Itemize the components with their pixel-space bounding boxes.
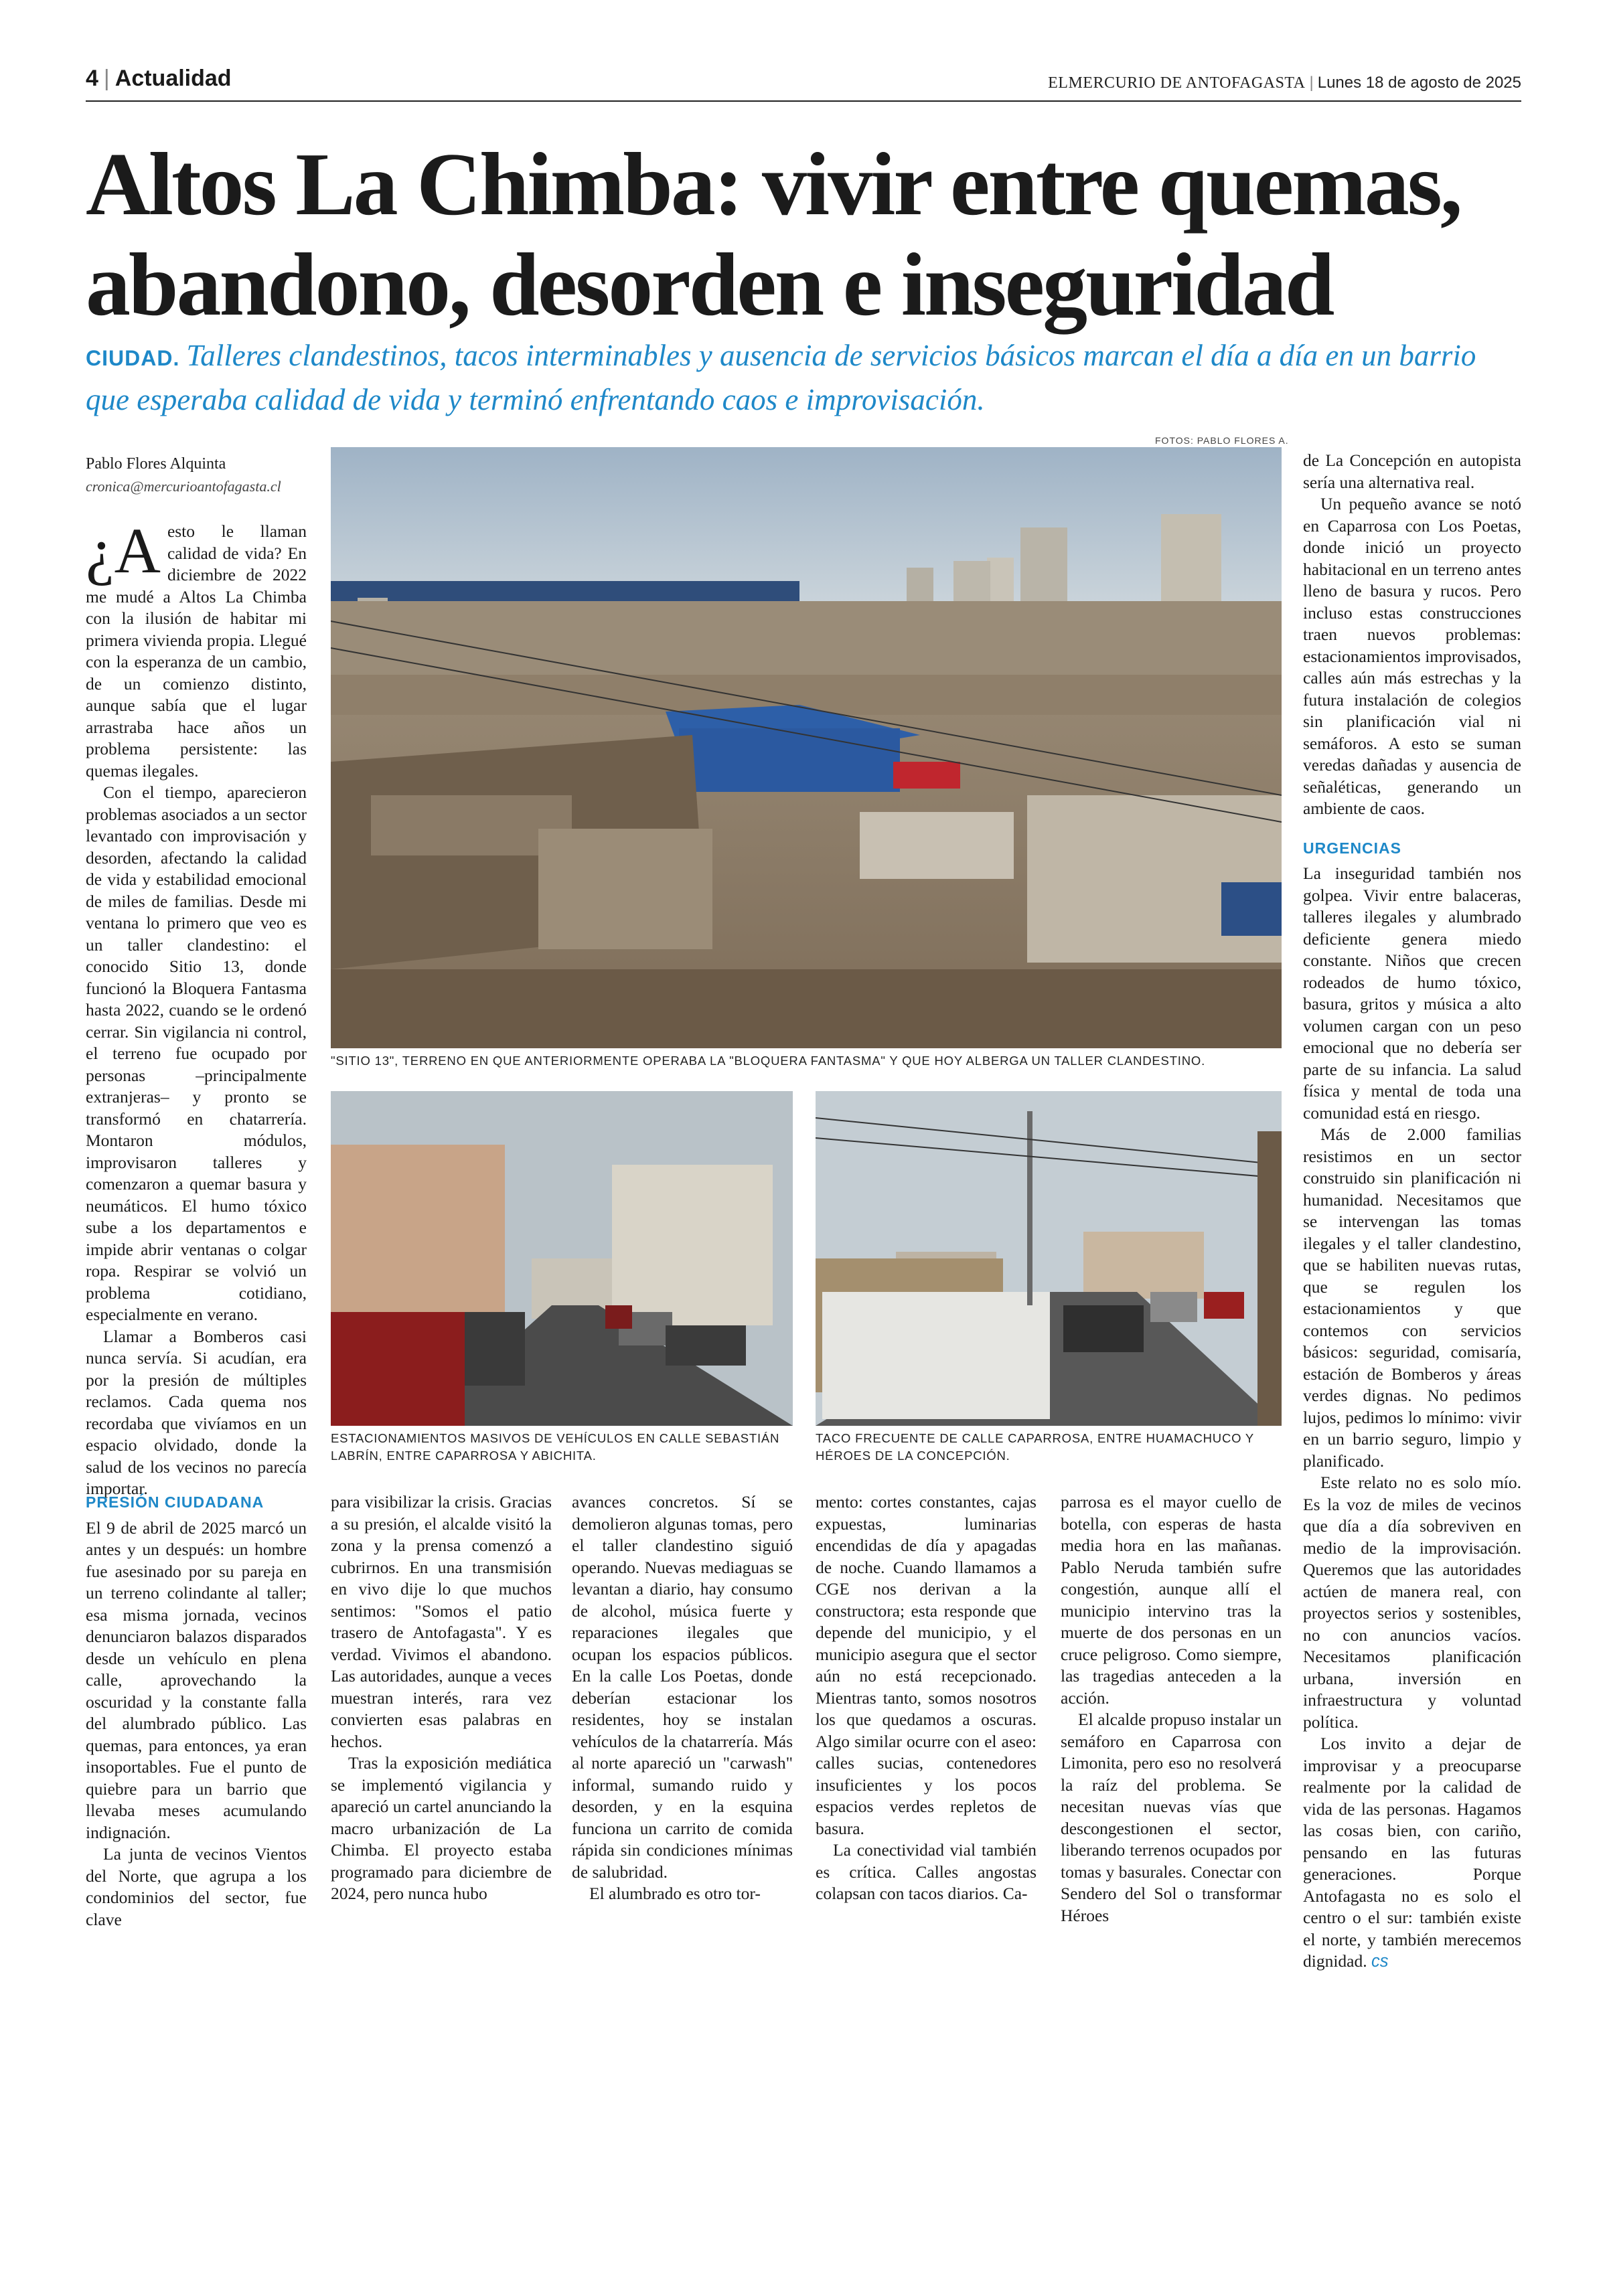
page-section-header	[86, 66, 232, 92]
subhead: PRESIÓN CIUDADANA	[86, 1493, 264, 1511]
left-photo	[331, 1091, 793, 1426]
article-paragraph: La junta de vecinos Vientos del Norte, que agrupa a los condominios del sector, fue clave	[86, 1844, 307, 1929]
article-paragraph: para visibilizar la crisis. Gracias a su presión, el alcalde visitó la zona y la prensa comenzó a cubrirnos. En una transmisión en vivo dije lo que muchos sentimos: "Somos el patio trasero de Antofagasta". Y es verdad. Vivimos el abandono. Las autoridades, aunque a veces muestran interés, rara vez convierten esas palabras en hechos.	[331, 1492, 552, 1751]
main-photo-caption: "SITIO 13", TERRENO EN QUE ANTERIORMENTE OPERABA LA "BLOQUERA FANTASMA" Y QUE HOY ALBERGA UN TALLER CLANDESTINO.	[331, 1054, 1206, 1068]
article-column-1	[86, 515, 307, 1500]
publication-info	[1048, 74, 1521, 92]
main-photo	[331, 447, 1282, 1048]
header-rule	[86, 100, 1521, 102]
article-paragraph: El alumbrado es otro tor-	[589, 1884, 761, 1903]
article-paragraph: Este relato no es solo mío. Es la voz de miles de vecinos que día a día sobreviven en medio de la improvisación. Queremos que las autoridades actúen de manera real, con proyectos serios y sostenibles, no con anuncios vacíos. Necesitamos planificación urbana, inversión en infraestructura y voluntad política.	[1303, 1473, 1521, 1732]
header-separator: |	[103, 66, 110, 91]
publication-date: Lunes 18 de agosto de 2025	[1317, 74, 1521, 92]
article-column-6	[1303, 450, 1521, 1973]
deck-tag: CIUDAD.	[86, 346, 180, 370]
article-paragraph: La inseguridad también nos golpea. Vivir entre balaceras, talleres ilegales y alumbrado deficiente genera miedo constante. Niños que crecen rodeados de humo tóxico, basura, gritos y música a alto volumen cargan con un peso emocional que no debería ser parte de su infancia. La salud física y mental de toda una comunidad está en riesgo.	[1303, 864, 1521, 1123]
paragraph-text: esto le llaman calidad de vida? En diciembre de 2022 me mudé a Altos La Chimba con la ilusión de habitar mi primera vivienda propia. Llegué con la esperanza de un cambio, de un comienzo distinto, aunque sabía que el lugar arrastraba hace años un problema persistente: las quemas ilegales.	[86, 521, 307, 781]
author-name: Pablo Flores Alquinta	[86, 455, 226, 473]
article-paragraph: Más de 2.000 familias resistimos en un sector construido sin planificación ni humanidad. Necesitamos que se intervengan las tomas ilegales y el taller clandestino, que se habiliten nuevas rutas, que se regulen los estacionamientos y que contemos con servicios básicos: seguridad, comisaría, estación de Bomberos y áreas verdes dignas. No pedimos lujos, pedimos lo mínimo: vivir en un barrio seguro, limpio y planificado.	[1303, 1125, 1521, 1471]
page-number: 4	[86, 66, 98, 91]
article-paragraph: Un pequeño avance se notó en Caparrosa con Los Poetas, donde inició un proyecto habitacional en un terreno antes lleno de basura y rucos. Pero incluso estas construcciones traen nuevos problemas: estacionamientos improvisados, calles aún más estrechas y la futura instalación de colegios sin planificación vial ni semáforos. A esto se suman veredas dañadas y ausencia de señaléticas, generando un ambiente de caos.	[1303, 494, 1521, 818]
headline-line-1: Altos La Chimba: vivir entre quemas,	[86, 135, 1461, 234]
article-column-2	[331, 1491, 552, 1905]
photo-credit: FOTOS: PABLO FLORES A.	[1155, 435, 1289, 446]
article-paragraph: Llamar a Bomberos casi nunca servía. Si acudían, era por la presión de múltiples reclamos. Cada quema nos recordaba que vivíamos en un espacio olvidado, donde la salud de los vecinos no parecía importar.	[86, 1326, 307, 1498]
left-photo-image	[331, 1091, 793, 1426]
right-photo-caption: TACO FRECUENTE DE CALLE CAPARROSA, ENTRE HUAMACHUCO Y HÉROES DE LA CONCEPCIÓN.	[816, 1431, 1254, 1463]
right-photo	[816, 1091, 1282, 1426]
author-email: cronica@mercurioantofagasta.cl	[86, 478, 281, 495]
article-paragraph: Con el tiempo, aparecieron problemas asociados a un sector levantado con improvisación y desorden, afectando la calidad de vida y estabilidad emocional de miles de familias. Desde mi ventana lo primero que veo es un taller clandestino: el conocido Sitio 13, donde funcionó la Bloquera Fantasma hasta 2022, cuando se le ordenó cerrar. Sin vigilancia ni control, el terreno fue ocupado por personas –principalmente extranjeras– y pronto se transformó en chatarrería. Montaron módulos, improvisaron talleres y comenzaron a quemar basura y neumáticos. El humo tóxico sube a los departamentos e impide abrir ventanas o colgar ropa. Respirar se volvió un problema cotidiano, especialmente en verano.	[86, 783, 307, 1324]
section-name: Actualidad	[114, 66, 232, 91]
left-photo-caption: ESTACIONAMIENTOS MASIVOS DE VEHÍCULOS EN CALLE SEBASTIÁN LABRÍN, ENTRE CAPARROSA Y ABICHITA.	[331, 1431, 780, 1463]
right-photo-image	[816, 1091, 1282, 1426]
byline	[86, 453, 307, 498]
main-photo-image	[331, 447, 1282, 1048]
article-paragraph: El alcalde propuso instalar un semáforo en Caparrosa con Limonita, pero eso no resolverá la raíz del problema. Se necesitan nuevas vías que descongestionen el sector, liberando terrenos ocupados por tomas y basurales. Conectar con Sendero del Sol o transformar Héroes	[1061, 1710, 1282, 1925]
article-paragraph: La conectividad vial también es crítica. Calles angostas colapsan con tacos diarios. Ca-	[816, 1840, 1037, 1903]
article-column-5	[1061, 1491, 1282, 1926]
headline-line-2: abandono, desorden e inseguridad	[86, 235, 1333, 334]
article-paragraph	[86, 515, 307, 782]
end-mark: cs	[1371, 1952, 1389, 1971]
header-separator: |	[1309, 74, 1314, 92]
deck	[86, 335, 1525, 420]
article-paragraph: El 9 de abril de 2025 marcó un antes y un después: un hombre fue asesinado por su pareja en un terreno colindante al taller; esa misma jornada, vecinos denunciaron balazos disparados desde un vehículo en plena calle, aprovechando la oscuridad y la constante falla del alumbrado público. Las quemas, para entonces, ya eran insoportables. Fue el punto de quiebre para un barrio que llevaba meses acumulando indignación.	[86, 1518, 307, 1842]
drop-cap: ¿A	[86, 515, 161, 586]
deck-text: Talleres clandestinos, tacos interminables y ausencia de servicios básicos marcan el día a día en un barrio que esperaba calidad de vida y terminó enfrentando caos e improvisación.	[86, 339, 1476, 416]
article-column-4	[816, 1491, 1037, 1905]
article-paragraph: avances concretos. Sí se demolieron algunas tomas, pero el taller clandestino siguió operando. Nuevas mediaguas se levantan a diario, hay consumo de alcohol, música fuerte y reparaciones ilegales que ocupan los espacios públicos. En la calle Los Poetas, donde deberían estacionar los residentes, hoy se instalan vehículos de la chatarrería. Más al norte apareció un "carwash" informal, sumando ruido y desorden, y en la esquina funciona un carrito de comida rápida sin condiciones mínimas de salubridad.	[572, 1492, 793, 1882]
article-paragraph: mento: cortes constantes, cajas expuestas, luminarias encendidas de día y apagadas de noche. Cuando llamamos a CGE nos derivan a la constructora; esta responde que depende del municipio, y el municipio asegura que el sector aún no está recepcionado. Mientras tanto, somos nosotros los que quedamos a oscuras. Algo similar ocurre con el aseo: calles sucias, contenedores insuficientes y los pocos espacios verdes repletos de basura.	[816, 1492, 1037, 1838]
article-paragraph: Tras la exposición mediática se implementó vigilancia y apareció un cartel anunciando la macro urbanización de La Chimba. El proyecto estaba programado para diciembre de 2024, pero nunca hubo	[331, 1753, 552, 1903]
subhead: URGENCIAS	[1303, 839, 1402, 857]
paragraph-text: Los invito a dejar de improvisar y a preocuparse realmente por la calidad de vida de las personas. Hagamos las cosas bien, con cariño, pensando en las futuras generaciones. Porque Antofagasta no es solo el centro o el sur: también existe el norte, y también merecemos dignidad.	[1303, 1734, 1521, 1971]
article-paragraph: de La Concepción en autopista sería una alternativa real.	[1303, 450, 1521, 492]
article-column-1-lower	[86, 1491, 307, 1931]
article-paragraph	[1303, 1733, 1521, 1973]
headline	[86, 134, 1525, 335]
article-column-3	[572, 1491, 793, 1905]
article-paragraph: parrosa es el mayor cuello de botella, con esperas de hasta media hora en las mañanas. Pablo Neruda también sufre congestión, aunque allí el municipio intervino tras la muerte de dos personas en un cruce peligroso. Como siempre, las tragedias anteceden a la acción.	[1061, 1492, 1282, 1708]
publication-name: ELMERCURIO DE ANTOFAGASTA	[1048, 74, 1306, 92]
